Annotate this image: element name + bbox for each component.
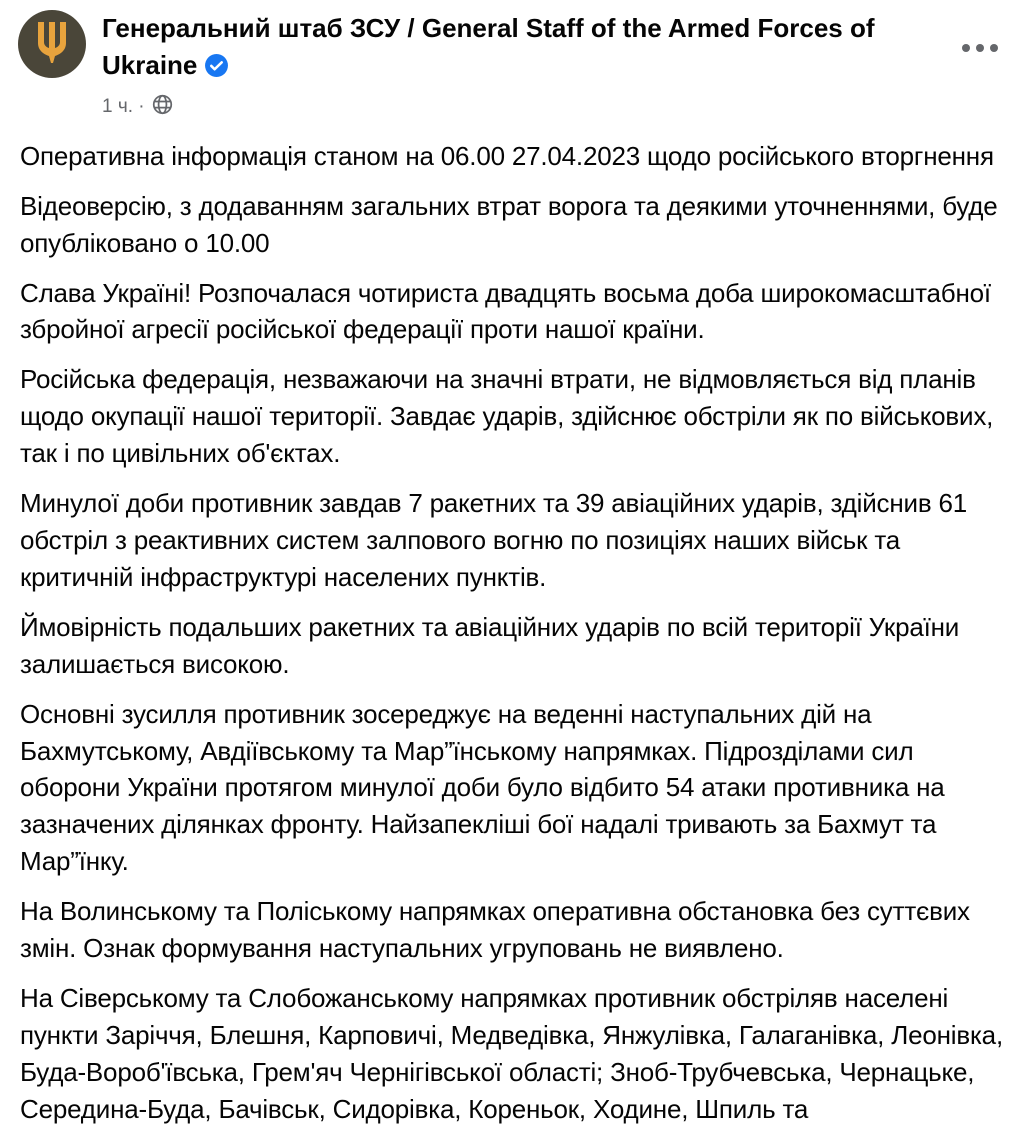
post-paragraph: Слава Україні! Розпочалася чотириста двадцять восьма доба широкомасштабної збройної агресії російської федерації проти нашої країни.: [20, 277, 991, 345]
more-options-icon: [976, 44, 984, 52]
post-paragraph: На Сіверському та Слобожанському напрямках противник обстріляв населені пункти Заріччя, Блешня, Карповичі, Медведівка, Янжулівка, Галаганівка, Леонівка, Буда-Вороб'ївська, Грем'яч Чернігівської області; Зноб-Трубчевська, Чернацьке, Середина-Буда, Бачівськ, Сидорівка, Кореньок, Ходине, Шпиль та: [20, 982, 1003, 1124]
trident-logo-icon: [35, 20, 69, 69]
post-body-text: [0, 121, 1034, 1128]
verified-badge-icon: [204, 51, 229, 88]
more-options-icon: [962, 44, 970, 52]
post-paragraph: Оперативна інформація станом на 06.00 27.04.2023 щодо російського вторгнення: [20, 140, 994, 171]
header-info: [102, 10, 956, 121]
page-avatar[interactable]: [18, 10, 86, 78]
page-name-text: Генеральний штаб ЗСУ / General Staff of the Armed Forces of Ukraine: [102, 13, 875, 80]
post-paragraph: Основні зусилля противник зосереджує на веденні наступальних дій на Бахмутському, Авдіївському та Мар”їнському напрямках. Підрозділами сил оборони України протягом минулої доби було відбито 54 атаки противника на зазначених ділянках фронту. Найзапекліші бої надалі тривають за Бахмут та Мар”їнку.: [20, 698, 945, 877]
public-audience-icon: [152, 94, 173, 121]
post-paragraph: Минулої доби противник завдав 7 ракетних та 39 авіаційних ударів, здійснив 61 обстріл з реактивних систем залпового вогню по позиціях наших військ та критичній інфраструктурі населених пунктів.: [20, 488, 967, 592]
post-timestamp[interactable]: 1 ч. ·: [102, 95, 145, 117]
post-meta: [102, 93, 956, 121]
post-paragraph: Ймовірність подальших ракетних та авіаційних ударів по всій території України залишається високою.: [20, 611, 960, 679]
post-paragraph: Відеоверсію, з додаванням загальних втрат ворога та деякими уточненнями, буде опубліковано о 10.00: [20, 190, 998, 258]
page-name-link[interactable]: [102, 10, 947, 88]
post-paragraph: На Волинському та Поліському напрямках оперативна обстановка без суттєвих змін. Ознак формування наступальних угруповань не виявлено.: [20, 896, 970, 964]
more-options-icon: [990, 44, 998, 52]
more-options-button[interactable]: [956, 38, 1004, 58]
post-header: [0, 0, 1034, 121]
post-paragraph: Російська федерація, незважаючи на значні втрати, не відмовляється від планів щодо окупації нашої території. Завдає ударів, здійснює обстріли як по військових, так і по цивільних об'єктах.: [20, 364, 994, 469]
